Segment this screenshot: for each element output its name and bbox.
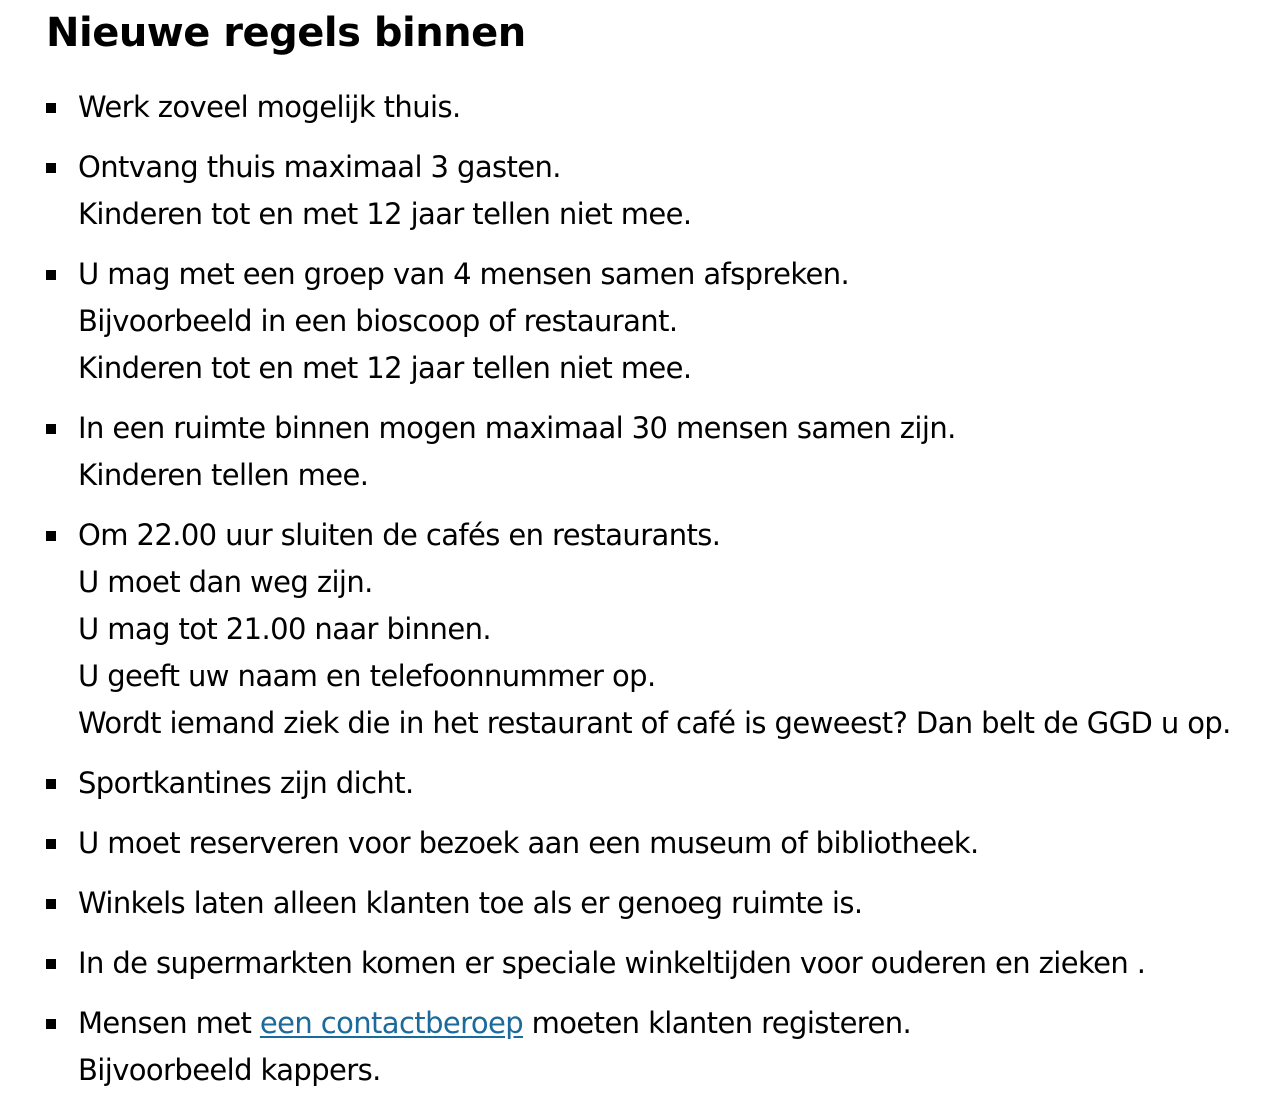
- rule-line: U moet dan weg zijn.: [78, 565, 373, 599]
- list-item: [46, 405, 1266, 499]
- rule-line: Om 22.00 uur sluiten de cafés en restaurants.: [78, 518, 721, 552]
- square-bullet-icon: [46, 163, 56, 173]
- rule-text-after-link: moeten klanten registeren.: [523, 1006, 912, 1040]
- contactberoep-link[interactable]: een contactberoep: [259, 1006, 524, 1040]
- square-bullet-icon: [46, 899, 56, 909]
- list-item: [46, 760, 1266, 807]
- rule-line: U mag tot 21.00 naar binnen.: [78, 612, 491, 646]
- page-title: Nieuwe regels binnen: [46, 10, 526, 56]
- list-item: [46, 144, 1266, 238]
- rule-line: Ontvang thuis maximaal 3 gasten.: [78, 150, 561, 184]
- rule-line: Winkels laten alleen klanten toe als er genoeg ruimte is.: [78, 886, 863, 920]
- square-bullet-icon: [46, 779, 56, 789]
- list-item: [46, 1000, 1266, 1094]
- square-bullet-icon: [46, 531, 56, 541]
- square-bullet-icon: [46, 270, 56, 280]
- square-bullet-icon: [46, 839, 56, 849]
- rule-line: In de supermarkten komen er speciale winkeltijden voor ouderen en zieken .: [78, 946, 1146, 980]
- list-item: [46, 940, 1266, 987]
- main-content: [46, 8, 1266, 1107]
- rule-text-before-link: Mensen met: [78, 1006, 260, 1040]
- list-item: [46, 512, 1266, 747]
- list-item: [46, 880, 1266, 927]
- rule-line: Sportkantines zijn dicht.: [78, 766, 414, 800]
- list-item: [46, 820, 1266, 867]
- square-bullet-icon: [46, 424, 56, 434]
- rule-line: In een ruimte binnen mogen maximaal 30 mensen samen zijn.: [78, 411, 956, 445]
- rule-line: Bijvoorbeeld kappers.: [78, 1053, 381, 1087]
- rule-line: U geeft uw naam en telefoonnummer op.: [78, 659, 656, 693]
- rule-line: Bijvoorbeeld in een bioscoop of restaurant.: [78, 304, 678, 338]
- rules-list: [46, 84, 1266, 1094]
- rule-line: Kinderen tot en met 12 jaar tellen niet mee.: [78, 351, 692, 385]
- rule-line: [78, 1000, 1266, 1047]
- rule-line: Kinderen tot en met 12 jaar tellen niet mee.: [78, 197, 692, 231]
- rule-line: U mag met een groep van 4 mensen samen afspreken.: [78, 257, 850, 291]
- rule-line: Werk zoveel mogelijk thuis.: [78, 90, 461, 124]
- square-bullet-icon: [46, 103, 56, 113]
- rule-line: Wordt iemand ziek die in het restaurant of café is geweest? Dan belt de GGD u op.: [78, 706, 1231, 740]
- list-item: [46, 251, 1266, 392]
- square-bullet-icon: [46, 959, 56, 969]
- rule-line: U moet reserveren voor bezoek aan een museum of bibliotheek.: [78, 826, 979, 860]
- rule-line: Kinderen tellen mee.: [78, 458, 369, 492]
- square-bullet-icon: [46, 1019, 56, 1029]
- list-item: [46, 84, 1266, 131]
